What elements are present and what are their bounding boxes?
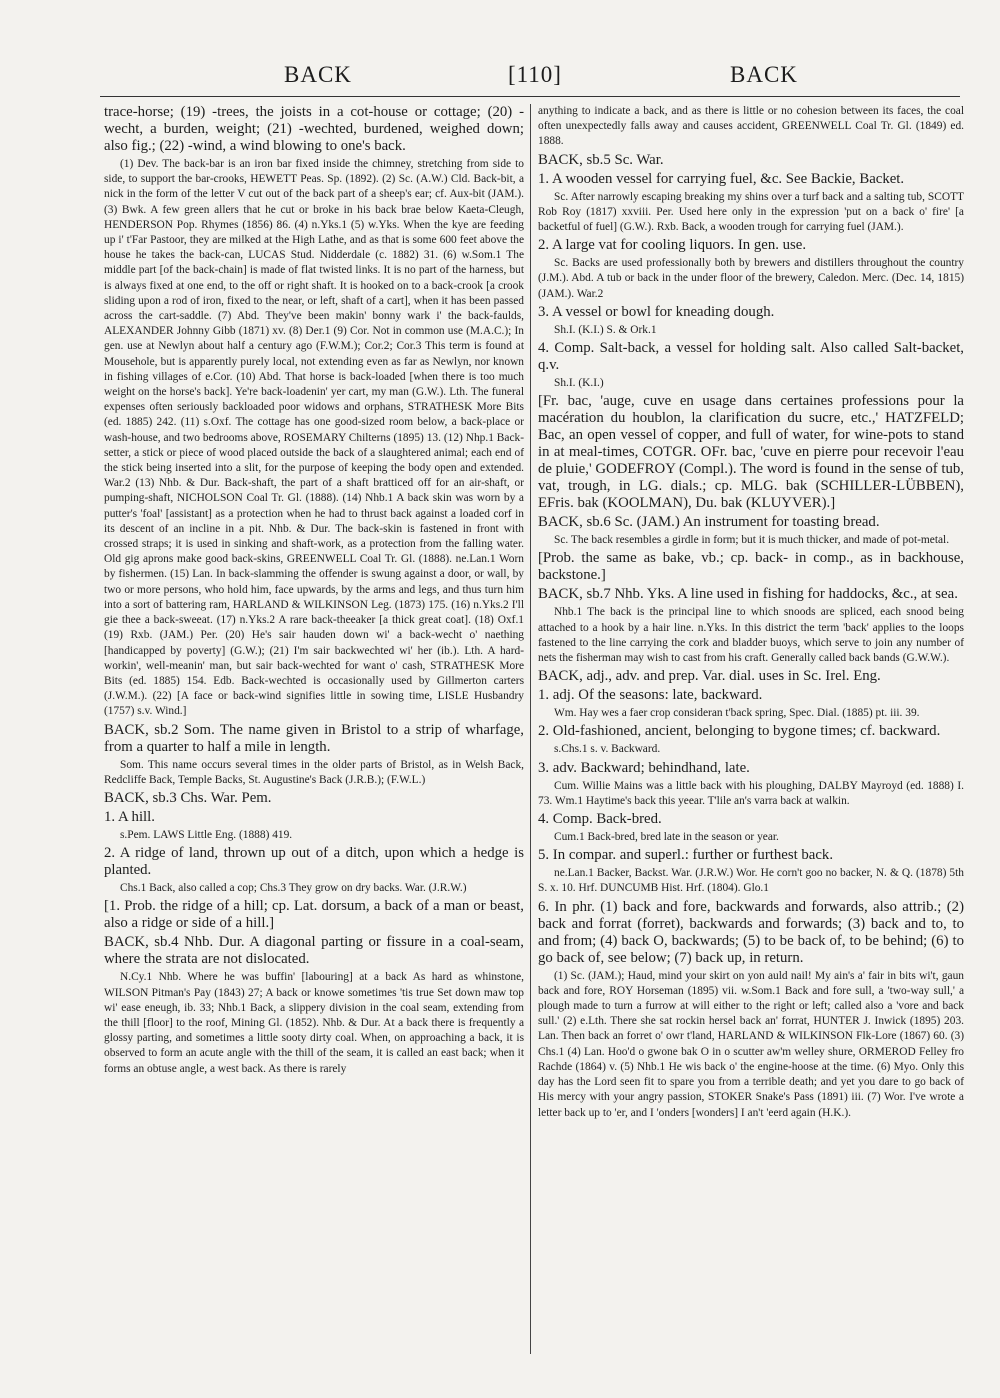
- entry-paragraph: BACK, sb.6 Sc. (JAM.) An instrument for toasting bread.: [538, 514, 880, 531]
- entry-paragraph: Sc. The back resembles a girdle in form; but it is much thicker, and made of pot-metal.: [554, 534, 950, 547]
- entry-paragraph: BACK, sb.7 Nhb. Yks. A line used in fishing for haddocks, &c., at sea.: [538, 586, 958, 603]
- entry-paragraph: N.Cy.1 Nhb. Where he was buffin' [labouring] at a back As hard as whinstone, WILSON Pitman's Pay (1843) 27; A back or knowe sometimes 'tis true Set down maw top wi' ease eneugh, ib. 33; Nhb.1 Back, a slippery division in the coal seam, extending from the thill [floor] to the roof, Mining Gl. (1852). Nhb. & Dur. At a back there is frequently a glossy parting, and sometimes a little sooty dirty coal. When, on approaching a back, it is observed to form an acute angle with the thill of the seam, it is called an east back; when it forms an obtuse angle, a west back. As there is rarely: [104, 971, 524, 1075]
- entry-paragraph: Wm. Hay wes a faer crop consideran t'back spring, Spec. Dial. (1885) pt. iii. 39.: [554, 707, 920, 720]
- header-left-word: BACK: [284, 62, 352, 87]
- column-divider: [530, 104, 531, 1354]
- entry-paragraph: Cum. Willie Mains was a little back with his ploughing, DALBY Mayroyd (ed. 1888) I. 73. Wm.1 Haytime's back this yeear. T'lile an's varra back at walkin.: [538, 779, 964, 807]
- entry-paragraph: trace-horse; (19) -trees, the joists in a cot-house or cottage; (20) -wecht, a burden, weight; (21) -wechted, burdened, weighed down; also fig.; (22) -wind, a wind blowing to one's back.: [104, 104, 524, 154]
- running-header: [100, 62, 798, 92]
- entry-paragraph: Som. This name occurs several times in the older parts of Bristol, as in Welsh Back, Redcliffe Back, Temple Backs, St. Augustine's Back (J.R.B.); (F.W.L.): [104, 758, 524, 786]
- entry-paragraph: 2. A large vat for cooling liquors. In gen. use.: [538, 237, 807, 254]
- entry-paragraph: Chs.1 Back, also called a cop; Chs.3 They grow on dry backs. War. (J.R.W.): [120, 882, 467, 895]
- entry-paragraph: BACK, sb.4 Nhb. Dur. A diagonal parting or fissure in a coal-seam, where the strata are not dislocated.: [104, 934, 524, 968]
- entry-paragraph: 4. Comp. Back-bred.: [538, 811, 662, 828]
- entry-paragraph: Sc. After narrowly escaping breaking my shins over a turf back and a salting tub, SCOTT Rob Roy (1817) xxviii. Per. Used here only in the expression 'put on a back o' fire' [a backetful of fuel] (G.W.). Rxb. Back, a wooden trough for carrying fuel (JAM.).: [538, 190, 964, 234]
- entry-paragraph: Sh.I. (K.I.) S. & Ork.1: [554, 323, 657, 336]
- entry-paragraph: 1. A wooden vessel for carrying fuel, &c. See Backie, Backet.: [538, 170, 905, 187]
- entry-paragraph: 1. A hill.: [104, 808, 155, 825]
- entry-paragraph: 3. A vessel or bowl for kneading dough.: [538, 303, 775, 320]
- entry-paragraph: BACK, sb.3 Chs. War. Pem.: [104, 789, 272, 806]
- entry-paragraph: Nhb.1 The back is the principal line to which snoods are spliced, each snood being attached to a hook by a hair line. n.Yks. In this district the term 'back' applies to the loops fastened to the line carrying the cork and bladder buoys, which serve to join any number of nets the fisherman may wish to cast from his craft. Generally called back bands (G.W.W.).: [538, 606, 964, 665]
- entry-paragraph: Sc. Backs are used professionally both by brewers and distillers throughout the country (J.M.). Abd. A tub or back in the under floor of the brewery, Caledon. Merc. (Dec. 14, 1815) (JAM.). War.2: [538, 257, 964, 300]
- entry-paragraph: anything to indicate a back, and as there is little or no cohesion between its faces, the coal often unexpectedly falls away and causes accident, GREENWELL Coal Tr. Gl. (1849) ed. 1888.: [538, 105, 964, 148]
- page-number: [110]: [508, 62, 562, 87]
- entry-paragraph: BACK, sb.5 Sc. War.: [538, 151, 664, 168]
- entry-paragraph: 4. Comp. Salt-back, a vessel for holding salt. Also called Salt-backet, q.v.: [538, 340, 964, 374]
- entry-paragraph: 5. In compar. and superl.: further or furthest back.: [538, 847, 834, 864]
- entry-paragraph: BACK, sb.2 Som. The name given in Bristol to a strip of wharfage, from a quarter to half a mile in length.: [104, 721, 524, 755]
- entry-paragraph: Cum.1 Back-bred, bred late in the season or year.: [554, 831, 779, 844]
- entry-paragraph: [Fr. bac, 'auge, cuve en usage dans certaines professions pour la macération du houblon, la clarification du sucre, etc.,' HATZFELD; Bac, an open vessel of copper, and full of water, for wine-pots to stand in at meal-times, COTGR. OFr. bac, 'cuve en pierre pour recevoir l'eau de pluie,' GODEFROY (Compl.). The word is found in the sense of tub, vat, trough, in LG. dials.; cp. MLG. bak (SCHILLER-LÜBBEN), EFris. bak (KOOLMAN), Du. bak (KLUYVER).]: [538, 393, 964, 512]
- entry-paragraph: 6. In phr. (1) back and fore, backwards and forwards, also attrib.; (2) back and forrat (forret), backwards and forwards; (3) back and to, to and from; (4) back O, backwards; (5) to be back of, to be behind; (6) to go back of, see below; (7) back up, in return.: [538, 898, 964, 966]
- entry-paragraph: (1) Sc. (JAM.); Haud, mind your skirt on yon auld nail! My ain's a' fair in bits wi't, gaun back and fore, ROY Horseman (1895) vii. w.Som.1 Back and fore sull, a 'two-way sull,' a plough made to turn a furrow at will either to the right or left; called also a 'vore and back sull.' (2) e.Lth. There she sat rockin hersel back an' forrat, HUNTER J. Inwick (1895) 203. Lan. Then back an forret o' owr t'land, HARLAND & WILKINSON Flk-Lore (1867) 60. (3) Chs.1 (4) Lan. Hoo'd o gwone bak O in o scutter aw'm welley shure, ORMEROD Felley fro Rachde (1864) v. (5) Nhb.1 He wis back o' the engine-hoose at the time. (6) Myo. Only this day has the Lord seen fit to spare you from a terrible death; and yet you dare to go back of His mercy with your angry passion, STOKER Snake's Pass (1891) iii. (7) Wor. I've wrote a letter back up to 'er, and I 'onders [wonders] I an't 'eerd again (H.K.).: [538, 969, 964, 1119]
- entry-paragraph: [1. Prob. the ridge of a hill; cp. Lat. dorsum, a back of a man or beast, also a ridge or side of a hill.]: [104, 898, 524, 932]
- header-right-word: BACK: [730, 62, 798, 87]
- entry-paragraph: s.Pem. LAWS Little Eng. (1888) 419.: [120, 828, 293, 841]
- left-column: [104, 104, 524, 1079]
- right-column: [538, 104, 964, 1123]
- entry-paragraph: s.Chs.1 s. v. Backward.: [554, 743, 661, 756]
- entry-paragraph: ne.Lan.1 Backer, Backst. War. (J.R.W.) Wor. He corn't goo no backer, N. & Q. (1878) 5th S. x. 10. Hrf. DUNCUMB Hist. Hrf. (1804). Glo.1: [538, 867, 964, 895]
- entry-paragraph: BACK, adj., adv. and prep. Var. dial. uses in Sc. Irel. Eng.: [538, 668, 881, 685]
- entry-paragraph: 2. Old-fashioned, ancient, belonging to bygone times; cf. backward.: [538, 723, 941, 740]
- entry-paragraph: 3. adv. Backward; behindhand, late.: [538, 759, 750, 776]
- entry-paragraph: (1) Dev. The back-bar is an iron bar fixed inside the chimney, stretching from side to side, to support the bar-crooks, HEWETT Peas. Sp. (1892). (2) Sc. (A.W.) Cld. Back-bit, a nick in the form of the letter V cut out of the back part of a sheep's ear; cf. Aux-bit (JAM.). (3) Bwk. A few green allers that he cut or broke in his back brae below Kaeta-Cleugh, HENDERSON Pop. Rhymes (1856) 86. (4) n.Yks.1 (5) w.Yks. When the kye are feeding up i' t'Far Pastoor, they are milked at the High Lathe, and as that is some 600 feet above the house he takes the back-can, LUCAS Stud. Nidderdale (c. 1882) 31. (6) w.Som.1 The middle part [of the back-chain] is made of flat twisted links. It is no part of the harness, but is always fixed at one end, to the off or right shaft. It is hooked on to a back-crook [a crook sliding upon a rod of iron, fixed to the near, or left, shaft of a cart], when it has been passed across the cart-saddle. (7) Abd. They've been makin' bonny wark i' the back-faulds, ALEXANDER Johnny Gibb (1871) xv. (8) Der.1 (9) Cor. Not in common use (M.A.C.); In gen. use at Newlyn about half a century ago (F.W.M.); Cor.2; Cor.3 This term is found at Mousehole, but is apparently purely local, not extending even as far as Newlyn, nor known in fishing villages of e.Cor. (10) Abd. That horse is back-loaded [when there is too much weight on the horse's back]. Ye're back-loadenin' yer cart, my man (G.W.). Lth. The funeral expenses often seriously backloaded poor widows and orphans, STRATHESK More Bits (ed. 1885) 242. (11) s.Oxf. The cottage has one good-sized room below, a back-place or wash-house, and two bedrooms above, ROSEMARY Chilterns (1895) 13. (12) Nhp.1 Back-setter, a stick or piece of wood placed outside the back of a slaughtered animal; each end of the stick being inserted into a slit, for the purpose of keeping the body open and extended. War.2 (13) Nhb. & Dur. Back-shaft, the part of a shaft bratticed off for an air-shaft, or pumping-shaft, NICHOLSON Coal Tr. Gl. (1888). (14) Nhb.1 A back skin was worn by a putter's 'foal' [assistant] as a protection when he had to thrust back against a loaded corf in its descent of an incline in a pit. Nhb. & Dur. The back-skin is fastened in front with crossed straps; it is used in sinking and shaft-work, as a protection from the falling water. Old gig aprons make good back-skins, GREENWELL Coal Tr. Gl. (1888). ne.Lan.1 Worn by fishermen. (15) Lan. In back-slamming the offender is swung against a door, or wall, by two or more persons, who hold him, face upwards, by the arms and legs, and thus turn him into a sort of battering ram, HARLAND & WILKINSON Leg. (1873) 175. (16) n.Yks.2 I'll gie thee a back-sweeat. (17) n.Yks.2 A rare back-theeaker [a thick great coat]. (18) Oxf.1 (19) Rxb. (JAM.) Per. (20) He's sair hauden down wi' a back-wecht o' naething [handicapped by poverty] (G.W.); (21) I'm sair backwechted wi' her (ib.). Lth. A hard-workin', well-meanin' man, but sair back-wechted for want o' cash, STRATHESK More Bits (ed. 1885) 154. Edb. Back-wechted is occasionally used by Gillmerton carters (J.W.M.). (22) [A face or back-wind signifies little in sowing time, LISLE Husbandry (1757) s.v. Wind.]: [104, 158, 524, 718]
- entry-paragraph: Sh.I. (K.I.): [554, 377, 604, 390]
- entry-paragraph: 2. A ridge of land, thrown up out of a ditch, upon which a hedge is planted.: [104, 845, 524, 879]
- header-rule: [100, 96, 960, 97]
- entry-paragraph: 1. adj. Of the seasons: late, backward.: [538, 687, 763, 704]
- entry-paragraph: [Prob. the same as bake, vb.; cp. back- in comp., as in backhouse, backstone.]: [538, 550, 964, 584]
